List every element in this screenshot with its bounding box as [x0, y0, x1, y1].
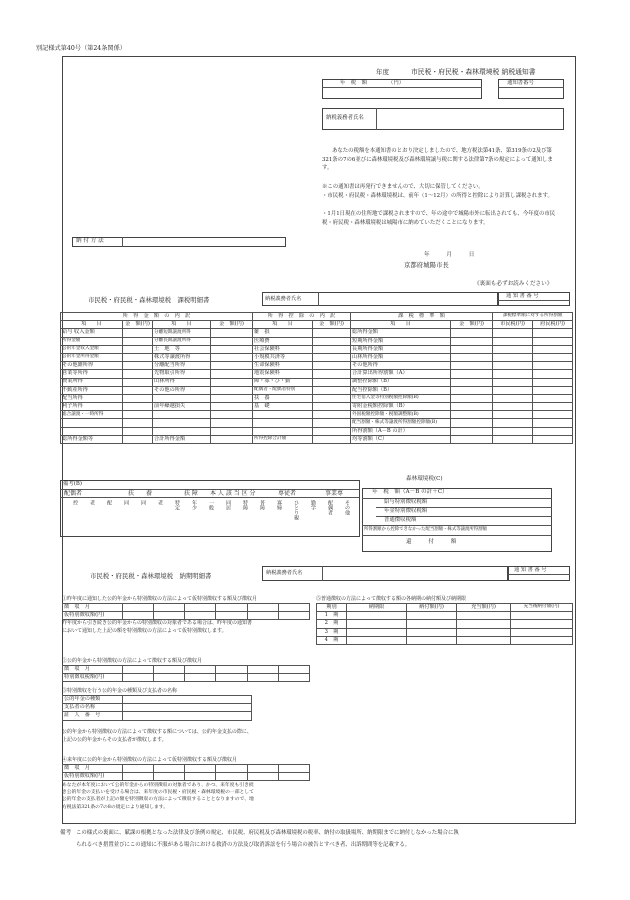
standard-item: 寄附金税額控除額（B）: [351, 403, 451, 411]
family-cell: 同: [123, 500, 129, 505]
col-amount: 金 額(円): [211, 321, 253, 329]
family-cell: 控: [72, 500, 78, 505]
family-cell: 同居: [225, 500, 231, 510]
family-cell: 年少: [191, 500, 197, 510]
deduction-item: 基 礎: [253, 403, 313, 411]
standard-item: 総所得金額: [351, 329, 451, 337]
standard-header: 課 税 標 準 額: [351, 313, 493, 321]
standard-item: 外国税額控除額・税額調整額(B): [351, 411, 451, 419]
family-cell: 寡婦: [276, 500, 282, 510]
s2-row: 特別徴収税額(円): [63, 674, 123, 682]
s4-row: 仮特別徴収額(円): [63, 773, 123, 781]
standard-item: 山林所得金額: [351, 353, 451, 361]
standard-item: その他所得: [351, 362, 451, 370]
s2-table: [62, 665, 310, 682]
misc-row: 所得割額から控除できなかった配当割額・株式等譲渡所得割額: [364, 527, 487, 532]
family-cell: 同: [140, 500, 146, 505]
income-item: 営業等所得: [61, 370, 123, 378]
income-item: 総合譲渡・一時所得: [61, 411, 123, 419]
income-item: 農業所得: [61, 378, 123, 386]
standard-item: 配当控除額（B）: [351, 386, 451, 394]
notice-note-2: ・市民税・府民税・森林環境税は、前年（1～12月）の所得と控除により計算し課税されます。: [322, 193, 553, 199]
income-item: 公的年金収入金額: [61, 345, 123, 353]
separate-total: 合計所得金額: [153, 435, 211, 443]
family-cell: 老: [89, 500, 95, 505]
standard-item: 合計算出所得割額（A）: [351, 370, 451, 378]
s5-header: 期別: [317, 604, 347, 612]
breakdown-item: 普通徴収税額: [384, 517, 417, 523]
family-cell: 老: [157, 500, 163, 505]
family-cell: ひとり親: [293, 500, 299, 520]
col-item: 項 目: [61, 321, 123, 329]
payment-method-label: 納 付 方 法: [76, 238, 104, 244]
standard-tax-header: 課税標準額に対する所得割額: [493, 313, 573, 321]
s1-note: 昨年度から引き続き公的年金からの特別徴収の対象者である場合は、昨年度の通知書において通知した上記の額を特別徴収の方法によって仮特別徴収します。: [62, 620, 253, 634]
detail-notice-number-label: 通 知 書 番 号: [506, 293, 539, 299]
col-amount: 金 額(円): [123, 321, 153, 329]
s5-period: 1 期: [317, 612, 347, 620]
deduction-item: 医療費: [253, 337, 313, 345]
family-cell: 配偶者: [327, 500, 333, 515]
col-amount: 金 額(円): [313, 321, 351, 329]
deduction-item: 雑 損: [253, 329, 313, 337]
s5-title: ⑤普通徴収の方法によって徴収する額の各納期の納付額及び納期限: [316, 596, 467, 602]
family-header: 扶 養: [128, 490, 153, 497]
family-cell: 特障: [242, 500, 248, 510]
family-cell: 配: [106, 500, 112, 505]
notice-number-label: 通知書番号: [507, 80, 534, 86]
forest-tax-label: 森林環境税(C): [406, 476, 443, 482]
detail-title: 市民税・府民税・森林環境税 課税明細書: [88, 296, 210, 304]
col-amount: 金 額(円): [451, 321, 493, 329]
family-header: 本 人 該 当 区 分: [210, 490, 256, 497]
s3-note: 公的年金から特別徴収の方法によって徴収する額については、公的年金支払の際に、上記の公的年金からその支払者が徴収します。: [62, 729, 252, 743]
notice-year-label: 年度: [376, 68, 389, 76]
payment-title: 市民税・府民税・森林環境税 納期明細書: [90, 572, 212, 580]
standard-item: 住宅借入金等特別税額控除額(B): [351, 394, 451, 402]
notice-title: 市民税・府民税・森林環境税 納税通知書: [411, 68, 536, 76]
deduction-total: 所得控除合計額: [253, 435, 313, 443]
separate-item: 土 地 等: [153, 345, 211, 353]
income-total: 総所得金額等: [61, 435, 123, 443]
deduction-item: 配偶者・配偶者特別: [253, 386, 313, 394]
form-label: 別記様式第40号（第24条関係）: [36, 45, 126, 52]
s5-period: 2 期: [317, 620, 347, 628]
s5-period: 3 期: [317, 628, 347, 636]
standard-item: 長期所得金額: [351, 345, 451, 353]
annual-label: 年 税 額（A－B の計＋C）: [372, 489, 448, 495]
notice-body: あなたの税額を本通知書のとおり決定しましたので、地方税法第41条、第319条の2及び第321条の7の6並びに森林環境税及び森林環境譲与税に関する法律第7条の規定によって通知します。: [322, 148, 553, 172]
detail-taxpayer-label: 納税義務者氏名: [265, 296, 302, 302]
separate-item: 分離配当所得: [153, 362, 211, 370]
standard-item: 短期所得金額: [351, 337, 451, 345]
s5-header: 納期限: [347, 604, 407, 612]
tax-amount-yen: （円）: [388, 80, 405, 86]
taxpayer-label: 納税義務者氏名: [326, 115, 364, 121]
s5-header: 納付額(円): [407, 604, 457, 612]
deduction-item: 障・寡・ひ・勤: [253, 378, 313, 386]
income-header: 所 得 金 額 の 内 訳: [61, 313, 253, 321]
family-cell: その他: [344, 500, 350, 515]
s5-table: [316, 603, 573, 645]
family-cells: [62, 500, 358, 520]
reverse-note: 《裏面も必ずお読みください》: [474, 281, 553, 287]
separate-item: 山林所得: [153, 378, 211, 386]
s5-header: 充当額(円): [457, 604, 511, 612]
s3-title: ③特別徴収を行う公的年金の種類及び支払者の名称: [62, 688, 178, 694]
deduction-item: 地震保険料: [253, 370, 313, 378]
family-cell: 普障: [259, 500, 265, 510]
refund-label: 還 付 額: [406, 539, 457, 545]
family-header: 扶 障: [184, 490, 198, 497]
payment-method-box: [72, 237, 286, 247]
deduction-item: 社会保険料: [253, 345, 313, 353]
s1-title: ①昨年度に通知した公的年金から特別徴収の方法によって仮特別徴収する額及び徴収月: [62, 596, 258, 602]
col-pref: 府民税(円): [533, 321, 573, 329]
s5-period: 4 期: [317, 636, 347, 644]
income-item: 利子所得: [61, 403, 123, 411]
notice-note-1: ※この通知書は再発行できませんので、大切に保管してください。: [322, 184, 484, 190]
income-item: 所得金額: [61, 337, 123, 345]
s2-row: 徴 収 月: [63, 666, 123, 674]
s4-note: あなたが本年度において公的年金からの特別徴収の対象者であり、かつ、来年度も引き続き公的年金の支払いを受ける場合は、来年度の市民税・府民税・森林環境税の一部として公的年金の支払者が上記の額を特別徴収の方法によって徴収することとなりますので、地方税法第321条の7の8の規定により通知します。: [62, 783, 254, 810]
separate-item: 分離長期譲渡所得: [153, 337, 211, 345]
s3-row: 証 人 番 号: [63, 712, 123, 720]
s1-row: 仮特別徴収額(円): [63, 612, 123, 620]
income-item: 公的年金所得金額: [61, 353, 123, 361]
family-cell: 一般: [208, 500, 214, 510]
income-item: 配当所得: [61, 394, 123, 402]
footer-text-1: この様式の裏面に、賦課の根拠となった法律及び条例の規定、市民税、府民税及び森林環境税の税率、納付の取扱場所、納期限までに納付しなかった場合に執: [76, 830, 459, 836]
col-city: 市民税(円): [493, 321, 533, 329]
separate-item: 株式等譲渡所得: [153, 353, 211, 361]
separate-item: 先物取引所得: [153, 370, 211, 378]
tax-detail-table: [60, 312, 573, 444]
breakdown-item: 年金特別徴収税額: [384, 508, 428, 514]
s4-row: 徴 収 月: [63, 765, 123, 773]
s4-table: [62, 764, 310, 781]
s3-row: 公的年金の種類: [63, 696, 123, 704]
breakdown-item: 給与特別徴収税額: [384, 499, 428, 505]
standard-item: 配当割額・株式等譲渡所得割額控除額(B): [351, 419, 451, 427]
deduction-item: 扶 養: [253, 394, 313, 402]
separate-item: 前年繰越損失: [153, 403, 211, 411]
family-header: 事業専: [325, 490, 344, 497]
footer-label: 備考: [60, 830, 72, 836]
s1-table: [62, 603, 310, 620]
s4-title: ④来年度に公的年金から特別徴収の方法によって仮特別徴収する額及び徴収月: [62, 757, 238, 763]
standard-item: 調整控除額（B）: [351, 378, 451, 386]
family-header: 配偶者: [64, 490, 83, 497]
income-item: 不動産所得: [61, 386, 123, 394]
family-header: 専従者: [278, 490, 297, 497]
standard-item: 所得割額（A－B の計）: [351, 427, 451, 435]
payment-notice-number-label: 通 知 書 番 号: [514, 567, 547, 573]
deduction-item: 生命保険料: [253, 362, 313, 370]
standard-item: 均等割額（C）: [351, 435, 451, 443]
family-cell: 特定: [174, 500, 180, 510]
col-item: 項 目: [253, 321, 313, 329]
footer-text-2: られるべき措置並びにこの通知に不服がある場合における救済の方法及び取消訴訟を行う場合の被告とすべき者、出訴期間等を記載する。: [76, 842, 411, 848]
s5-header: 充当後納付額(円): [511, 604, 573, 612]
col-item: 項 目: [351, 321, 451, 329]
income-item: その他雑所得: [61, 362, 123, 370]
family-cell: 勤学: [310, 500, 316, 510]
remarks-label: 備考(B): [63, 481, 82, 487]
s3-table: [62, 695, 252, 721]
separate-item: その他の所得: [153, 386, 211, 394]
s2-title: ②公的年金から特別徴収の方法によって徴収する額及び徴収月: [62, 658, 203, 664]
notice-date: 年 月 日: [424, 252, 475, 258]
deduction-item: 小規模共済等: [253, 353, 313, 361]
mayor-name: 京都府城陽市長: [404, 261, 449, 269]
notice-note-3: ・1月1日現在の住所地で課税されますので、年の途中で城陽市外に転出されても、今年度の市民税・府民税・森林環境税は城陽市に納めていただくことになります。: [322, 211, 556, 226]
s3-row: 支払者の名称: [63, 704, 123, 712]
tax-amount-label: 年 税 額: [340, 80, 367, 86]
s1-row: 徴 収 月: [63, 604, 123, 612]
income-item: 給与 収入金額: [61, 329, 123, 337]
separate-item: 分離短期譲渡所得: [153, 329, 211, 337]
payment-taxpayer-label: 納税義務者氏名: [266, 570, 303, 576]
col-item: 項 目: [153, 321, 211, 329]
deduction-header: 所 得 控 除 の 内 訳: [253, 313, 351, 321]
